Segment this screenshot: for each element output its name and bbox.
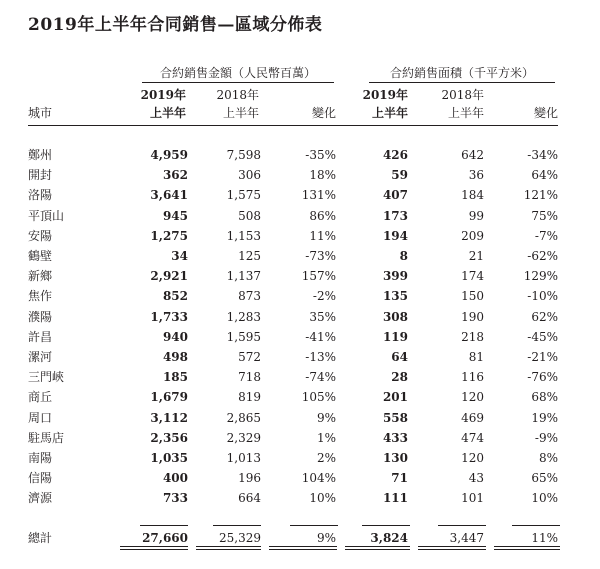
area-change-value: 62% — [531, 309, 558, 324]
amt-2019-value: 940 — [162, 329, 188, 344]
amt-change-value: 105% — [301, 390, 336, 405]
amt-2019-value: 1,275 — [150, 228, 188, 243]
area-change-value: -21% — [527, 350, 558, 364]
amt-2018-value: 718 — [238, 370, 261, 385]
total-double-underline — [494, 546, 560, 550]
amt-2018-value: 7,598 — [226, 148, 261, 162]
city-name: 三門峽 — [28, 370, 65, 385]
area-2018-value: 36 — [468, 168, 484, 183]
area-group-header: 合約銷售面積（千平方米） — [389, 66, 534, 80]
area-2018-year-header: 2018年 — [441, 88, 484, 102]
amt-2019-value: 4,959 — [150, 148, 188, 162]
area-change-value: 10% — [531, 491, 558, 506]
area-2019-value: 399 — [382, 269, 408, 284]
total-double-underline — [418, 546, 486, 550]
amt-change-header: 變化 — [311, 106, 336, 120]
page-title: 2019年上半年合同銷售—區域分佈表 — [28, 15, 323, 35]
total-amt-change: 9% — [316, 531, 336, 545]
amt-2019-value: 2,921 — [150, 269, 188, 284]
area-change-value: 121% — [523, 188, 558, 203]
table-row — [0, 408, 600, 428]
area-2019-value: 173 — [382, 208, 408, 223]
total-topline — [512, 525, 560, 526]
area-2019-value: 433 — [382, 430, 408, 445]
amt-2019-value: 2,356 — [150, 430, 188, 445]
area-2019-value: 71 — [391, 471, 408, 486]
amt-change-value: 86% — [309, 208, 336, 223]
table-row — [0, 387, 600, 407]
amount-group-underline — [142, 82, 334, 83]
table-row — [0, 468, 600, 488]
amt-change-value: 2% — [316, 451, 336, 465]
table-row — [0, 347, 600, 367]
city-name: 商丘 — [28, 390, 53, 405]
area-2018-value: 642 — [461, 148, 484, 162]
amt-2019-value: 185 — [162, 370, 188, 385]
area-2018-value: 209 — [461, 228, 484, 243]
amt-2018-value: 125 — [238, 249, 261, 263]
table-row — [0, 307, 600, 327]
amt-2018-value: 819 — [238, 390, 261, 405]
area-2019-value: 59 — [391, 168, 408, 183]
amt-change-value: -2% — [312, 289, 336, 304]
total-area-2018: 3,447 — [449, 531, 484, 545]
area-2019-value: 64 — [391, 350, 408, 364]
table-row — [0, 206, 600, 226]
city-name: 周口 — [28, 410, 53, 425]
table-row — [0, 266, 600, 286]
city-name: 駐馬店 — [28, 430, 65, 445]
amt-2018-value: 2,865 — [226, 410, 261, 425]
area-2018-value: 81 — [468, 350, 484, 364]
amt-change-value: -73% — [305, 249, 336, 263]
area-change-value: -34% — [527, 148, 558, 162]
area-2019-year-header: 2019年 — [362, 88, 408, 102]
area-2019-value: 426 — [382, 148, 408, 162]
area-change-value: -10% — [527, 289, 558, 304]
amount-group-header: 合約銷售金額（人民幣百萬） — [159, 66, 316, 80]
total-topline — [140, 525, 188, 526]
total-amt-2019: 27,660 — [142, 531, 188, 545]
table-row — [0, 165, 600, 185]
total-double-underline — [196, 546, 261, 550]
table-row — [0, 488, 600, 508]
amt-change-value: 10% — [309, 491, 336, 506]
total-label: 總計 — [28, 531, 53, 545]
amt-2018-year-header: 2018年 — [216, 88, 259, 102]
amt-2018-value: 306 — [238, 168, 261, 183]
amt-2018-value: 1,137 — [226, 269, 261, 284]
table-row — [0, 226, 600, 246]
city-name: 濮陽 — [28, 309, 53, 324]
area-2018-value: 469 — [461, 410, 484, 425]
area-change-value: -9% — [534, 430, 558, 445]
amt-change-value: 1% — [316, 430, 336, 445]
area-change-header: 變化 — [533, 106, 558, 120]
area-2019-value: 111 — [382, 491, 408, 506]
total-double-underline — [269, 546, 337, 550]
amt-2018-value: 1,575 — [226, 188, 261, 203]
total-double-underline — [120, 546, 188, 550]
area-2018-value: 184 — [461, 188, 484, 203]
amt-2019-value: 362 — [162, 168, 188, 183]
amt-2019-value: 1,679 — [150, 390, 188, 405]
city-name: 濟源 — [28, 491, 53, 506]
area-change-value: 65% — [531, 471, 558, 486]
area-2018-value: 43 — [468, 471, 484, 486]
total-double-underline — [345, 546, 410, 550]
amt-change-value: -74% — [305, 370, 336, 385]
amt-change-value: 11% — [309, 228, 336, 243]
amt-change-value: 35% — [309, 309, 336, 324]
area-2018-h1-header: 上半年 — [447, 106, 484, 120]
city-name: 開封 — [28, 168, 53, 183]
area-change-value: 19% — [531, 410, 558, 425]
amt-2018-value: 873 — [238, 289, 261, 304]
amt-change-value: 104% — [301, 471, 336, 486]
area-group-underline — [369, 82, 555, 83]
area-2018-value: 218 — [461, 329, 484, 344]
city-name: 鄭州 — [28, 148, 53, 162]
amt-2019-value: 3,112 — [150, 410, 188, 425]
amt-change-value: -13% — [305, 350, 336, 364]
table-row — [0, 428, 600, 448]
total-topline — [362, 525, 410, 526]
area-2018-value: 99 — [468, 208, 484, 223]
total-topline — [213, 525, 261, 526]
area-change-value: -7% — [534, 228, 558, 243]
area-change-value: 64% — [531, 168, 558, 183]
area-2019-value: 135 — [382, 289, 408, 304]
total-amt-2018: 25,329 — [219, 531, 261, 545]
city-name: 南陽 — [28, 451, 53, 465]
amt-2019-value: 733 — [162, 491, 188, 506]
amt-2018-value: 1,153 — [226, 228, 261, 243]
area-2019-value: 558 — [382, 410, 408, 425]
area-change-value: 68% — [531, 390, 558, 405]
amt-2018-value: 508 — [238, 208, 261, 223]
city-name: 平頂山 — [28, 208, 65, 223]
city-name: 安陽 — [28, 228, 53, 243]
area-change-value: 8% — [538, 451, 558, 465]
area-2018-value: 174 — [461, 269, 484, 284]
area-2018-value: 474 — [461, 430, 484, 445]
amt-2018-value: 664 — [238, 491, 261, 506]
amt-change-value: -35% — [305, 148, 336, 162]
amt-change-value: -41% — [305, 329, 336, 344]
amt-2018-value: 572 — [238, 350, 261, 364]
area-2019-h1-header: 上半年 — [371, 106, 408, 120]
city-name: 洛陽 — [28, 188, 53, 203]
table-row — [0, 327, 600, 347]
area-change-value: -45% — [527, 329, 558, 344]
amt-2019-value: 3,641 — [150, 188, 188, 203]
amt-change-value: 131% — [301, 188, 336, 203]
amt-2018-value: 1,013 — [226, 451, 261, 465]
area-2019-value: 28 — [391, 370, 408, 385]
total-topline — [438, 525, 486, 526]
area-2019-value: 194 — [382, 228, 408, 243]
amt-2019-value: 1,035 — [150, 451, 188, 465]
city-header: 城市 — [28, 106, 53, 120]
city-name: 許昌 — [28, 329, 53, 344]
area-change-value: 129% — [523, 269, 558, 284]
area-change-value: -76% — [527, 370, 558, 385]
total-row — [0, 528, 600, 548]
header-divider — [28, 125, 558, 126]
area-2019-value: 407 — [382, 188, 408, 203]
amt-2019-year-header: 2019年 — [140, 88, 186, 102]
area-2019-value: 130 — [382, 451, 408, 465]
area-2018-value: 120 — [461, 390, 484, 405]
amt-2019-value: 945 — [162, 208, 188, 223]
area-2018-value: 101 — [461, 491, 484, 506]
city-name: 鶴壁 — [28, 249, 53, 263]
area-2018-value: 120 — [461, 451, 484, 465]
area-2019-value: 8 — [399, 249, 408, 263]
area-2018-value: 21 — [468, 249, 484, 263]
area-change-value: -62% — [527, 249, 558, 263]
amt-2018-h1-header: 上半年 — [222, 106, 259, 120]
area-2019-value: 201 — [382, 390, 408, 405]
area-2018-value: 150 — [461, 289, 484, 304]
area-2018-value: 116 — [461, 370, 484, 385]
table-row — [0, 185, 600, 205]
city-name: 新鄉 — [28, 269, 53, 284]
amt-2019-value: 34 — [171, 249, 188, 263]
area-change-value: 75% — [531, 208, 558, 223]
amt-change-value: 9% — [316, 410, 336, 425]
amt-change-value: 157% — [301, 269, 336, 284]
total-topline — [290, 525, 338, 526]
table-row — [0, 448, 600, 468]
city-name: 信陽 — [28, 471, 53, 486]
table-row — [0, 286, 600, 306]
city-name: 焦作 — [28, 289, 53, 304]
total-area-2019: 3,824 — [370, 531, 408, 545]
city-name: 漯河 — [28, 350, 53, 364]
table-row — [0, 145, 600, 165]
table-row — [0, 367, 600, 387]
area-2019-value: 308 — [382, 309, 408, 324]
amt-2018-value: 1,595 — [226, 329, 261, 344]
amt-2018-value: 2,329 — [226, 430, 261, 445]
amt-2018-value: 196 — [238, 471, 261, 486]
table-row — [0, 246, 600, 266]
amt-2019-value: 1,733 — [150, 309, 188, 324]
amt-2019-value: 498 — [162, 350, 188, 364]
amt-2019-value: 852 — [162, 289, 188, 304]
amt-2019-value: 400 — [162, 471, 188, 486]
amt-change-value: 18% — [309, 168, 336, 183]
area-2019-value: 119 — [382, 329, 408, 344]
amt-2019-h1-header: 上半年 — [149, 106, 186, 120]
total-area-change: 11% — [531, 531, 558, 545]
area-2018-value: 190 — [461, 309, 484, 324]
amt-2018-value: 1,283 — [226, 309, 261, 324]
